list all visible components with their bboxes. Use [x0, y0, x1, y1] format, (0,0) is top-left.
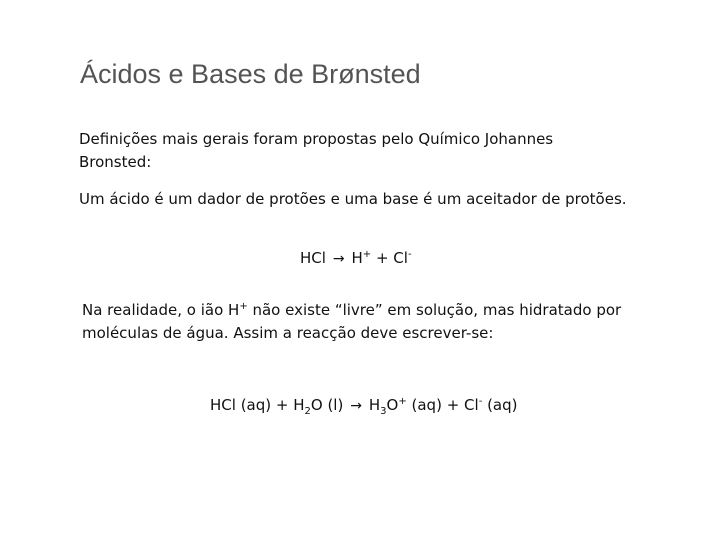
charge-minus: -: [407, 249, 412, 260]
dissociation-equation: [300, 249, 412, 267]
right-arrow-icon: →: [350, 398, 362, 414]
right-arrow-icon: →: [332, 251, 345, 267]
equation-reactants: HCl (aq) + H: [210, 396, 305, 414]
hydronium-h: H: [368, 396, 381, 414]
subscript-3: 3: [380, 406, 387, 417]
hydronium-o: O: [386, 396, 399, 414]
charge-plus: +: [239, 301, 248, 312]
equation-plus: +: [375, 249, 389, 267]
definition-paragraph: Definições mais gerais foram propostas pelo Químico Johannes Bronsted:: [79, 130, 554, 171]
equation-product-h: H: [351, 249, 363, 267]
subscript-2: 2: [304, 406, 311, 417]
chloride-state: (aq): [482, 396, 518, 414]
hydration-text-start: Na realidade, o ião H: [82, 301, 240, 319]
charge-plus: +: [362, 249, 372, 260]
charge-plus: +: [398, 396, 407, 407]
water-rest: O (l): [310, 396, 344, 414]
hydronium-state: (aq) + Cl: [406, 396, 479, 414]
slide-title: Ácidos e Bases de Brønsted: [80, 59, 421, 89]
equation-reactant: HCl: [300, 249, 326, 267]
equation-product-cl: Cl: [393, 249, 408, 267]
charge-minus: -: [478, 396, 483, 407]
hydration-text-end: não existe “livre” em solução, mas hidratado por moléculas de água. Assim a reacção deve escrever-se:: [82, 301, 622, 342]
hydronium-equation: [210, 396, 518, 417]
acid-base-definition: Um ácido é um dador de protões e uma base é um aceitador de protões.: [79, 190, 627, 208]
hydration-paragraph: [82, 299, 682, 345]
